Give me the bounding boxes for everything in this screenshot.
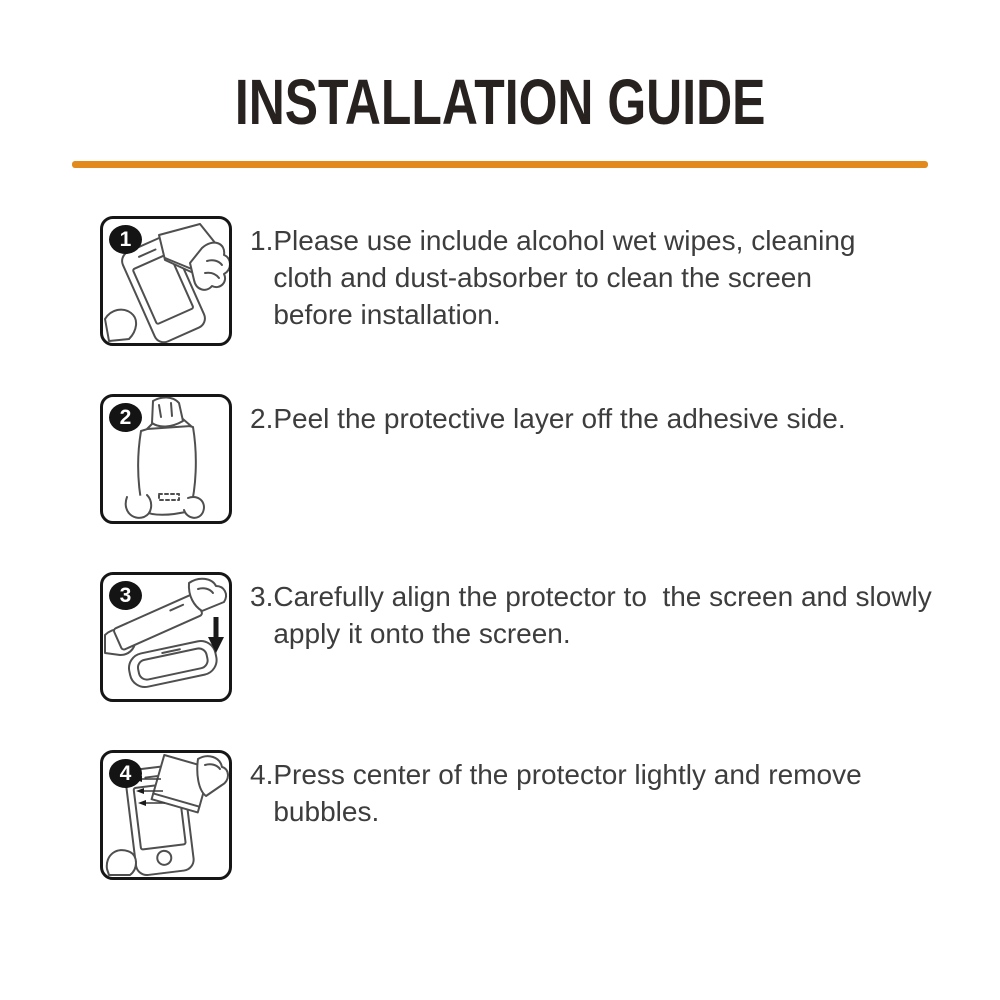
step2-text	[250, 394, 883, 437]
step4-illustration-box	[100, 750, 232, 880]
step1-text-number: 1.	[250, 225, 274, 256]
step-row-4	[100, 750, 1000, 880]
step2-number-badge	[109, 403, 142, 432]
step3-text-number: 3.	[250, 581, 274, 612]
step-row-3	[100, 572, 1000, 702]
page-title: INSTALLATION GUIDE	[234, 66, 766, 138]
step1-text-body: Please use include alcohol wet wipes, cleaning cloth and dust-absorber to clean the screen before installation.	[273, 225, 864, 330]
step4-text-number: 4.	[250, 759, 274, 790]
step1-number: 1	[119, 227, 132, 251]
step3-illustration-box	[100, 572, 232, 702]
page-header	[0, 0, 1000, 168]
step4-number: 4	[119, 761, 132, 785]
steps-list	[100, 216, 1000, 880]
step3-number: 3	[119, 583, 132, 607]
step4-text	[250, 750, 883, 830]
step1-illustration-box	[100, 216, 232, 346]
step4-text-body: Press center of the protector lightly and remove bubbles.	[273, 759, 870, 827]
step4-number-badge	[109, 759, 142, 788]
step3-text-body: Carefully align the protector to the screen and slowly apply it onto the screen.	[273, 581, 940, 649]
step1-text	[250, 216, 883, 333]
divider-rule	[72, 161, 928, 168]
step3-number-badge	[109, 581, 142, 610]
step2-text-body: Peel the protective layer off the adhesive side.	[273, 403, 846, 434]
step2-number: 2	[119, 405, 132, 429]
step2-text-number: 2.	[250, 403, 274, 434]
step-row-2	[100, 394, 1000, 524]
step1-number-badge	[109, 225, 142, 254]
step2-illustration-box	[100, 394, 232, 524]
step-row-1	[100, 216, 1000, 346]
step3-text	[250, 572, 953, 652]
